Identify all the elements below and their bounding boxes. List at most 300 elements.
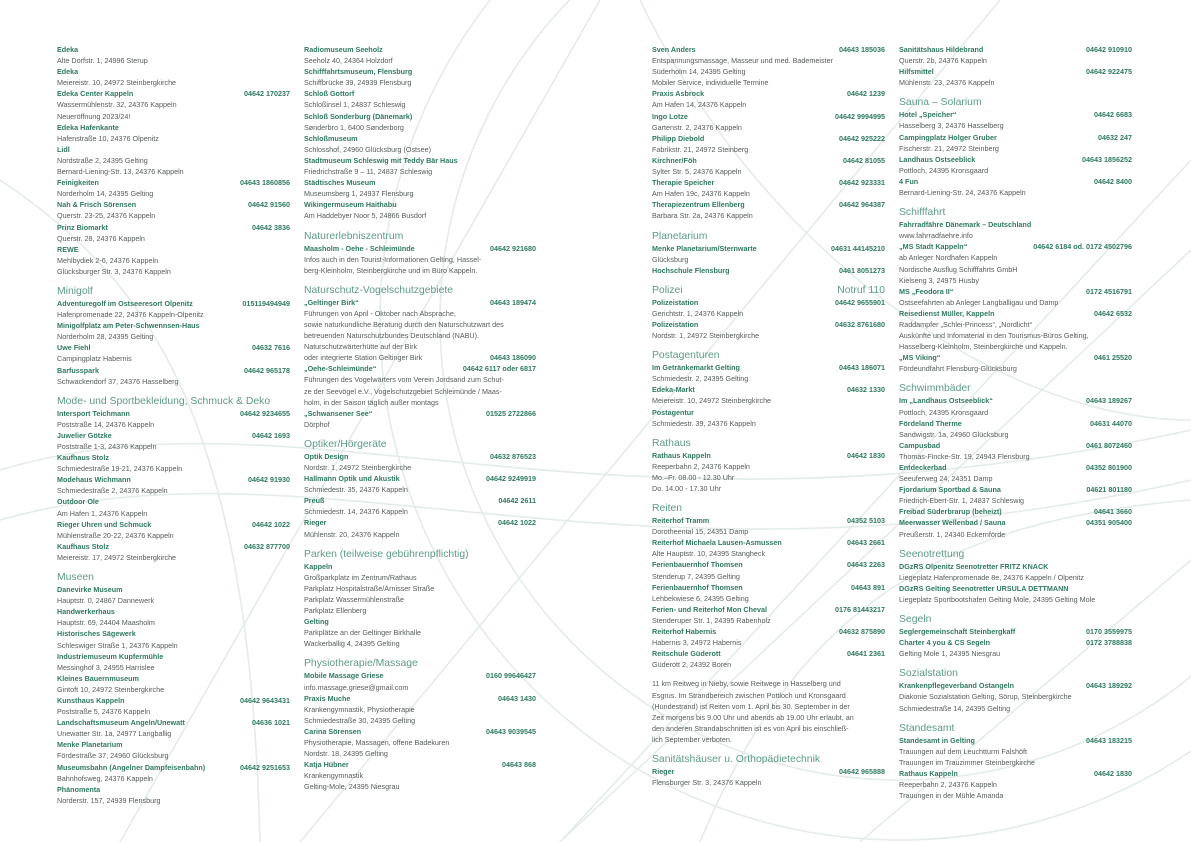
entry-name: Seglergemeinschaft Steinbergkaff <box>899 627 1016 637</box>
entry-detail: Neueröffnung 2023/24! <box>57 111 131 121</box>
directory-entry <box>899 418 1132 440</box>
directory-section <box>57 395 290 563</box>
directory-entry <box>899 506 1132 517</box>
entry-name: Katja Hübner <box>304 760 349 770</box>
directory-entry <box>899 176 1132 198</box>
entry-phone: 0176 81443217 <box>835 604 885 614</box>
directory-entry <box>57 762 290 784</box>
entry-name: Ferienbauernhof Thomsen <box>652 582 743 592</box>
entry-name: Carina Sörensen <box>304 726 362 736</box>
entry-name: Freibad Süderbrarup (beheizt) <box>899 507 1002 517</box>
entry-phone: 0172 4516791 <box>1086 286 1132 296</box>
entry-header <box>652 407 885 418</box>
entry-detail: Bahnhofsweg, 24376 Kappeln <box>57 773 153 783</box>
section-heading <box>304 438 536 451</box>
directory-entry <box>899 132 1132 154</box>
entry-header <box>57 628 290 639</box>
entry-phone: 04352 5103 <box>847 516 885 526</box>
entry-name: Reisedienst Müller, Kappeln <box>899 308 995 318</box>
entry-name: Lidl <box>57 144 70 154</box>
directory-entry <box>652 626 885 648</box>
entry-detail: Poststraße 1-3, 24376 Kappeln <box>57 442 157 451</box>
entry-header <box>304 88 536 99</box>
entry-header <box>899 768 1132 779</box>
entry-name: Edeka Hafenkante <box>57 122 119 132</box>
directory-entry <box>899 440 1132 462</box>
entry-detail: ab Anleger Nordhafen Kappeln <box>899 253 998 263</box>
entry-name: Landschaftsmuseum Angeln/Unewatt <box>57 718 185 728</box>
entry-name: Modehaus Wichmann <box>57 475 131 485</box>
entry-header <box>899 626 1132 637</box>
entry-detail: Entspannungsmassage, Masseur und med. Bademeister <box>652 56 833 66</box>
entry-detail: Dörphof <box>304 419 330 429</box>
entry-detail: Mühlenstr. 23, 24376 Kappeln <box>899 78 995 88</box>
entry-name: Kleines Bauernmuseum <box>57 673 139 683</box>
entry-detail: betreuenden Naturschutzbundes Deutschland (NABU). <box>304 331 479 341</box>
entry-name: Rathaus Kappeln <box>652 450 711 460</box>
entry-detail: Querstr. 28, 24376 Kappeln <box>57 233 145 243</box>
entry-phone: 0461 8051273 <box>839 265 885 275</box>
entry-detail: Ostseefahrten ab Anleger Langballigau und Damp <box>899 297 1059 307</box>
directory-section <box>57 571 290 806</box>
entry-name: Fahrradfähre Dänemark – Deutschland <box>899 220 1032 230</box>
entry-header <box>57 695 290 706</box>
entry-phone: 04643 186090 <box>490 353 536 363</box>
entry-detail: Schlosshof, 24960 Glücksburg (Ostsee) <box>304 144 432 154</box>
entry-header <box>899 418 1132 429</box>
entry-header <box>652 111 885 122</box>
directory-entry <box>652 582 885 604</box>
entry-detail: Schmiedestr. 35, 24376 Kappeln <box>304 485 408 495</box>
entry-phone: 04642 6683 <box>1094 110 1132 120</box>
entry-phone: 04642 9994995 <box>835 111 885 121</box>
directory-entry <box>57 430 290 452</box>
entry-header <box>57 519 290 530</box>
section-heading <box>304 548 536 561</box>
entry-header <box>899 66 1132 77</box>
entry-header <box>57 606 290 617</box>
entry-detail: Naturschutzwärterhütte auf der Birk <box>304 342 418 352</box>
directory-entry <box>652 243 885 265</box>
entry-name: Meerwasser Wellenbad / Sauna <box>899 518 1006 528</box>
entry-detail: Norderstr. 157, 24939 Flensburg <box>57 795 161 805</box>
entry-detail: info.massage.griese@gmail.com <box>304 682 409 692</box>
directory-entry <box>304 726 536 759</box>
entry-detail: Fabrikstr. 21, 24972 Steinberg <box>652 144 749 154</box>
entry-detail: Messinghof 3, 24955 Harrislee <box>57 662 155 672</box>
section-heading <box>899 667 1132 680</box>
entry-phone: 04642 910910 <box>1086 45 1132 54</box>
entry-header <box>57 784 290 795</box>
entry-name: Menke Planetarium <box>57 740 123 750</box>
entry-detail: holm, in der Saison täglich außer montags <box>304 397 439 407</box>
entry-detail: Infos auch in den Tourist-Informationen Gelting, Hassel- <box>304 254 482 264</box>
directory-section <box>652 502 885 670</box>
directory-entry <box>57 739 290 761</box>
entry-name: Handwerkerhaus <box>57 607 115 617</box>
entry-header <box>57 717 290 728</box>
directory-entry <box>652 199 885 221</box>
entry-detail: Schmiedestraße 30, 24395 Gelting <box>304 715 416 725</box>
entry-header <box>899 395 1132 406</box>
entry-name: Reiterhof Michaela Lausen-Asmussen <box>652 538 782 548</box>
entry-detail: www.fahrradfaehre.info <box>899 231 973 241</box>
paragraph-line: den anderen Strandabschnitten ist es von April bis einschließ- <box>652 723 849 733</box>
section-heading-note: Notruf 110 <box>837 284 885 296</box>
section-heading-text: Minigolf <box>57 285 93 297</box>
entry-header <box>304 243 536 254</box>
entry-header <box>304 495 536 506</box>
directory-section <box>899 548 1132 605</box>
directory-entry <box>57 673 290 695</box>
entry-header <box>652 450 885 461</box>
section-heading <box>899 613 1132 626</box>
section-heading-text: Polizei <box>652 284 683 296</box>
entry-detail: Am Haddebyer Noor 5, 24866 Busdorf <box>304 211 427 221</box>
entry-detail: Nordstr. 1, 24972 Steinbergkirche <box>652 331 760 341</box>
entry-header <box>899 440 1132 451</box>
entry-detail: Fördestraße 37, 24960 Glücksburg <box>57 751 169 761</box>
entry-name: Krankenpflegeverband Ostangeln <box>899 681 1015 691</box>
entry-header <box>899 517 1132 528</box>
entry-name: Prinz Biomarkt <box>57 222 108 232</box>
entry-phone: 04642 9249919 <box>486 474 536 484</box>
entry-header <box>652 648 885 659</box>
entry-name: Rieger <box>652 766 675 776</box>
directory-entry <box>304 473 536 495</box>
directory-entry <box>652 766 885 788</box>
entry-header <box>652 362 885 373</box>
entry-detail: Do. 14.00 - 17.30 Uhr <box>652 484 722 493</box>
entry-detail: Mühlenstraße 20-22, 24376 Kappeln <box>57 530 174 540</box>
entry-phone: 04643 1856252 <box>1082 154 1132 164</box>
directory-entry <box>652 384 885 406</box>
directory-section <box>899 613 1132 659</box>
section-heading-text: Schwimmbäder <box>899 383 971 395</box>
entry-header <box>304 44 536 55</box>
entry-detail: Schloßinsel 1, 24837 Schleswig <box>304 100 406 110</box>
directory-entry <box>899 583 1132 605</box>
section-heading <box>652 437 885 450</box>
entry-header <box>899 154 1132 165</box>
entry-header <box>304 177 536 188</box>
entry-name: Phänomenta <box>57 784 101 794</box>
entry-phone: 0172 3788838 <box>1086 638 1132 648</box>
entry-phone: 04642 9251653 <box>240 762 290 772</box>
entry-name: Intersport Teichmann <box>57 408 130 418</box>
entry-header <box>652 199 885 210</box>
entry-name: Edeka Center Kappeln <box>57 89 134 99</box>
directory-section <box>304 230 536 276</box>
entry-detail: Meiereistr. 17, 24972 Steinbergkirche <box>57 552 177 562</box>
entry-detail: Campingplatz Habernis <box>57 354 132 364</box>
entry-detail: Liegeplatz Sportbootshafen Gelting Mole, 24395 Gelting Mole <box>899 594 1096 604</box>
entry-phone: 0170 3559975 <box>1086 627 1132 637</box>
entry-detail: Nordstr. 1, 24972 Steinbergkirche <box>304 463 412 472</box>
directory-entry <box>57 628 290 650</box>
entry-detail: Hafenpromenade 22, 24376 Kappeln-Olpenitz <box>57 310 204 320</box>
entry-name: Sanitätshaus Hildebrand <box>899 45 984 54</box>
section-heading <box>899 382 1132 395</box>
directory-section <box>652 678 885 745</box>
entry-phone: 04642 3836 <box>252 222 290 232</box>
entry-phone: 04642 6532 <box>1094 308 1132 318</box>
directory-entry <box>899 154 1132 176</box>
entry-header <box>57 144 290 155</box>
entry-header <box>304 517 536 528</box>
directory-entry <box>304 517 536 539</box>
entry-phone: 04643 2661 <box>847 538 885 548</box>
section-heading-text: Planetarium <box>652 230 708 242</box>
directory-entry <box>57 320 290 342</box>
paragraph-line: (Hundestrand) ist Reiten vom 1. April bis 30. September in der <box>652 701 850 711</box>
directory-entry <box>57 474 290 496</box>
entry-name: Feinigkeiten <box>57 178 99 188</box>
entry-detail: Bernard-Liening-Str. 13, 24376 Kappeln <box>57 167 184 177</box>
entry-phone: 04642 1830 <box>1094 768 1132 778</box>
entry-header <box>899 132 1132 143</box>
entry-detail: Am Hafen 1, 24376 Kappeln <box>57 508 148 518</box>
entry-name: Polizeistation <box>652 319 699 329</box>
entry-phone: 04641 2361 <box>847 649 885 659</box>
directory-entry <box>57 66 290 88</box>
entry-header <box>304 66 536 77</box>
entry-name: „MS Stadt Kappeln“ <box>899 242 968 252</box>
entry-phone: 04631 44070 <box>1090 418 1132 428</box>
entry-name: Schloß Sonderburg (Dänemark) <box>304 111 413 121</box>
entry-header <box>57 452 290 463</box>
directory-entry <box>304 243 536 276</box>
entry-phone: 04642 1022 <box>498 518 536 528</box>
entry-detail: Stenderuper Str. 1, 24395 Rabenholz <box>652 615 771 625</box>
directory-column <box>304 44 536 800</box>
entry-phone: 04642 964387 <box>839 200 885 210</box>
directory-entry <box>304 495 536 517</box>
entry-header <box>304 726 536 737</box>
entry-name: „Oehe-Schleimünde“ <box>304 364 377 374</box>
directory-entry <box>57 144 290 177</box>
directory-entry <box>57 199 290 221</box>
directory-entry <box>304 133 536 155</box>
entry-detail: Hasselberg-Kleinholm, Steinbergkirche und Kappeln. <box>899 342 1068 352</box>
directory-entry <box>652 362 885 384</box>
entry-phone: 04642 965888 <box>839 766 885 776</box>
entry-header <box>899 176 1132 187</box>
entry-phone: 04632 1330 <box>847 385 885 395</box>
entry-name: Preuß <box>304 496 325 506</box>
entry-phone: 04642 1693 <box>252 430 290 440</box>
section-heading <box>652 284 885 297</box>
section-heading-text: Schifffahrt <box>899 207 946 219</box>
directory-entry <box>57 88 290 121</box>
directory-entry <box>652 265 885 276</box>
entry-header <box>57 474 290 485</box>
entry-header <box>57 342 290 353</box>
entry-header <box>57 199 290 210</box>
entry-header <box>652 319 885 330</box>
entry-name: Kaufhaus Stolz <box>57 453 109 463</box>
entry-name: Historisches Sägewerk <box>57 629 136 639</box>
section-heading <box>652 753 885 766</box>
entry-name: Reitschule Güderott <box>652 649 721 659</box>
entry-phone: 04632 876523 <box>490 451 536 461</box>
entry-detail: Schmiedestr. 39, 24376 Kappeln <box>652 418 756 428</box>
directory-entry <box>652 450 885 494</box>
entry-header <box>304 297 536 308</box>
entry-detail: Sandwigstr. 1a, 24960 Glücksburg <box>899 429 1009 439</box>
directory-entry <box>57 606 290 628</box>
entry-name: Schifffahrtsmuseum, Flensburg <box>304 67 413 77</box>
directory-entry <box>899 44 1132 66</box>
entry-header <box>57 122 290 133</box>
entry-detail: Seeuferweg 24, 24351 Damp <box>899 474 993 484</box>
entry-header <box>652 44 885 55</box>
entry-name: Ferienbauernhof Thomsen <box>652 560 743 570</box>
entry-header <box>652 582 885 593</box>
directory-entry <box>57 695 290 717</box>
entry-name: Therapiezentrum Ellenberg <box>652 200 745 210</box>
directory-entry <box>57 244 290 277</box>
directory-entry <box>899 735 1132 768</box>
entry-header <box>57 222 290 233</box>
directory-entry <box>304 88 536 110</box>
entry-phone: 04621 801180 <box>1086 485 1132 495</box>
directory-section <box>652 284 885 341</box>
entry-detail: Hauptstr. 69, 24404 Maasholm <box>57 618 155 628</box>
entry-header <box>899 286 1132 297</box>
directory-section <box>652 44 885 222</box>
section-heading-text: Optiker/Hörgeräte <box>304 438 387 450</box>
entry-name: Schloßmuseum <box>304 133 358 143</box>
entry-name: Im „Landhaus Ostseeblick“ <box>899 396 993 406</box>
directory-entry <box>304 670 536 692</box>
entry-detail: Wassermühlenstr. 32, 24376 Kappeln <box>57 100 177 110</box>
entry-phone: 04632 7616 <box>252 343 290 353</box>
section-heading-text: Sanitätshäuser u. Orthopädietechnik <box>652 753 821 765</box>
entry-header <box>304 561 536 572</box>
entry-name: Hallmann Optik und Akustik <box>304 474 400 484</box>
section-heading <box>652 349 885 362</box>
entry-phone: 04643 9039545 <box>486 726 536 736</box>
entry-phone: 04643 2263 <box>847 560 885 570</box>
entry-phone: 04642 91930 <box>248 475 290 485</box>
section-heading <box>652 230 885 243</box>
directory-entry <box>57 651 290 673</box>
entry-header <box>57 430 290 441</box>
entry-phone: 04643 1860856 <box>240 178 290 188</box>
entry-detail: Schiffbrücke 39, 24939 Flensburg <box>304 78 412 88</box>
entry-header <box>57 244 290 255</box>
entry-detail: Preußerstr. 1, 24340 Eckernförde <box>899 529 1006 539</box>
entry-name: REWE <box>57 244 79 254</box>
directory-entry <box>304 451 536 473</box>
section-heading-text: Rathaus <box>652 437 691 449</box>
entry-detail: Parkplatz Hospitalstraße/Arnisser Straße <box>304 583 435 593</box>
directory-entry <box>899 241 1132 285</box>
directory-entry <box>652 44 885 88</box>
entry-detail: Kielseng 3, 24975 Husby <box>899 275 979 285</box>
directory-section <box>652 753 885 788</box>
entry-name: Wikingermuseum Haithabu <box>304 200 397 210</box>
entry-phone: 04642 9655901 <box>835 297 885 307</box>
entry-phone: 01525 2722866 <box>486 408 536 418</box>
entry-phone: 04642 922475 <box>1086 67 1132 77</box>
entry-name: Standesamt in Gelting <box>899 735 975 745</box>
entry-name: Nah & Frisch Sörensen <box>57 200 137 210</box>
directory-entry <box>304 111 536 133</box>
entry-header <box>652 133 885 144</box>
entry-header <box>304 451 536 462</box>
entry-phone: 04642 170237 <box>244 89 290 99</box>
entry-phone: 015119494949 <box>242 298 290 308</box>
entry-header <box>57 762 290 773</box>
entry-header <box>57 408 290 419</box>
directory-section <box>899 382 1132 539</box>
directory-entry <box>899 308 1132 352</box>
entry-header <box>57 673 290 684</box>
entry-detail: berg-Kleinholm, Steinbergkirche und im Büro Kappeln. <box>304 265 478 275</box>
entry-name: Campingplatz Holger Gruber <box>899 132 997 142</box>
entry-header <box>652 604 885 615</box>
directory-entry <box>899 352 1132 374</box>
section-heading-text: Standesamt <box>899 722 955 734</box>
entry-name: Sven Anders <box>652 45 696 54</box>
directory-entry <box>57 717 290 739</box>
entry-name: Charter 4 you & CS Segeln <box>899 638 991 648</box>
entry-detail: Pottloch, 24395 Kronsgaard <box>899 165 989 175</box>
entry-name: Polizeistation <box>652 297 699 307</box>
entry-header <box>899 735 1132 746</box>
entry-name: Minigolfplatz am Peter-Schwennsen-Haus <box>57 321 200 331</box>
directory-entry <box>304 155 536 177</box>
entry-phone: 04636 1021 <box>252 718 290 728</box>
paragraph-line: 11 km Reitweg in Nieby, sowie Reitwege in Hasselberg und <box>652 679 841 689</box>
directory-section <box>304 548 536 650</box>
entry-detail: Parkplatz Ellenberg <box>304 606 367 616</box>
entry-name: Praxis Muche <box>304 693 351 703</box>
entry-detail: Fördeundfahrt Flensburg-Glücksburg <box>899 364 1017 374</box>
entry-name: Edeka-Markt <box>652 385 695 395</box>
entry-detail: Güderott 2, 24392 Boren <box>652 660 732 670</box>
entry-header <box>652 537 885 548</box>
section-heading <box>57 395 290 408</box>
entry-name: Reiterhof Habernis <box>652 627 717 637</box>
entry-name: Im Getränkemarkt Gelting <box>652 363 740 373</box>
entry-detail: Hafenstraße 10, 24376 Olpenitz <box>57 133 159 143</box>
directory-entry <box>57 342 290 364</box>
entry-header <box>57 66 290 77</box>
directory-entry <box>304 759 536 792</box>
entry-name: Schloß Gottorf <box>304 89 355 99</box>
entry-detail: Schmiedestraße 19-21, 24376 Kappeln <box>57 464 183 474</box>
entry-detail: Fischerstr. 21, 24972 Steinberg <box>899 143 999 153</box>
entry-phone: 04642 9234655 <box>240 408 290 418</box>
entry-detail: Barbara Str. 2a, 24376 Kappeln <box>652 211 753 221</box>
section-heading <box>57 571 290 584</box>
entry-name: Kirchner/Föh <box>652 155 697 165</box>
entry-detail: Norderholm 14, 24395 Gelting <box>57 189 154 199</box>
entry-name: Outdoor Ole <box>57 497 99 507</box>
entry-name: Barfusspark <box>57 365 99 375</box>
directory-entry <box>57 122 290 144</box>
directory-entry <box>304 297 536 352</box>
entry-name: Edeka <box>57 67 79 77</box>
entry-detail: Krankengymnastik, Physiotherapie <box>304 704 415 714</box>
entry-detail: Schmiedestr. 2, 24395 Gelting <box>652 374 749 384</box>
entry-detail: Gintoft 10, 24972 Steinbergkirche <box>57 684 165 694</box>
entry-detail: Gelting Mole 1, 24395 Niesgrau <box>899 649 1001 659</box>
directory-entry <box>304 66 536 88</box>
